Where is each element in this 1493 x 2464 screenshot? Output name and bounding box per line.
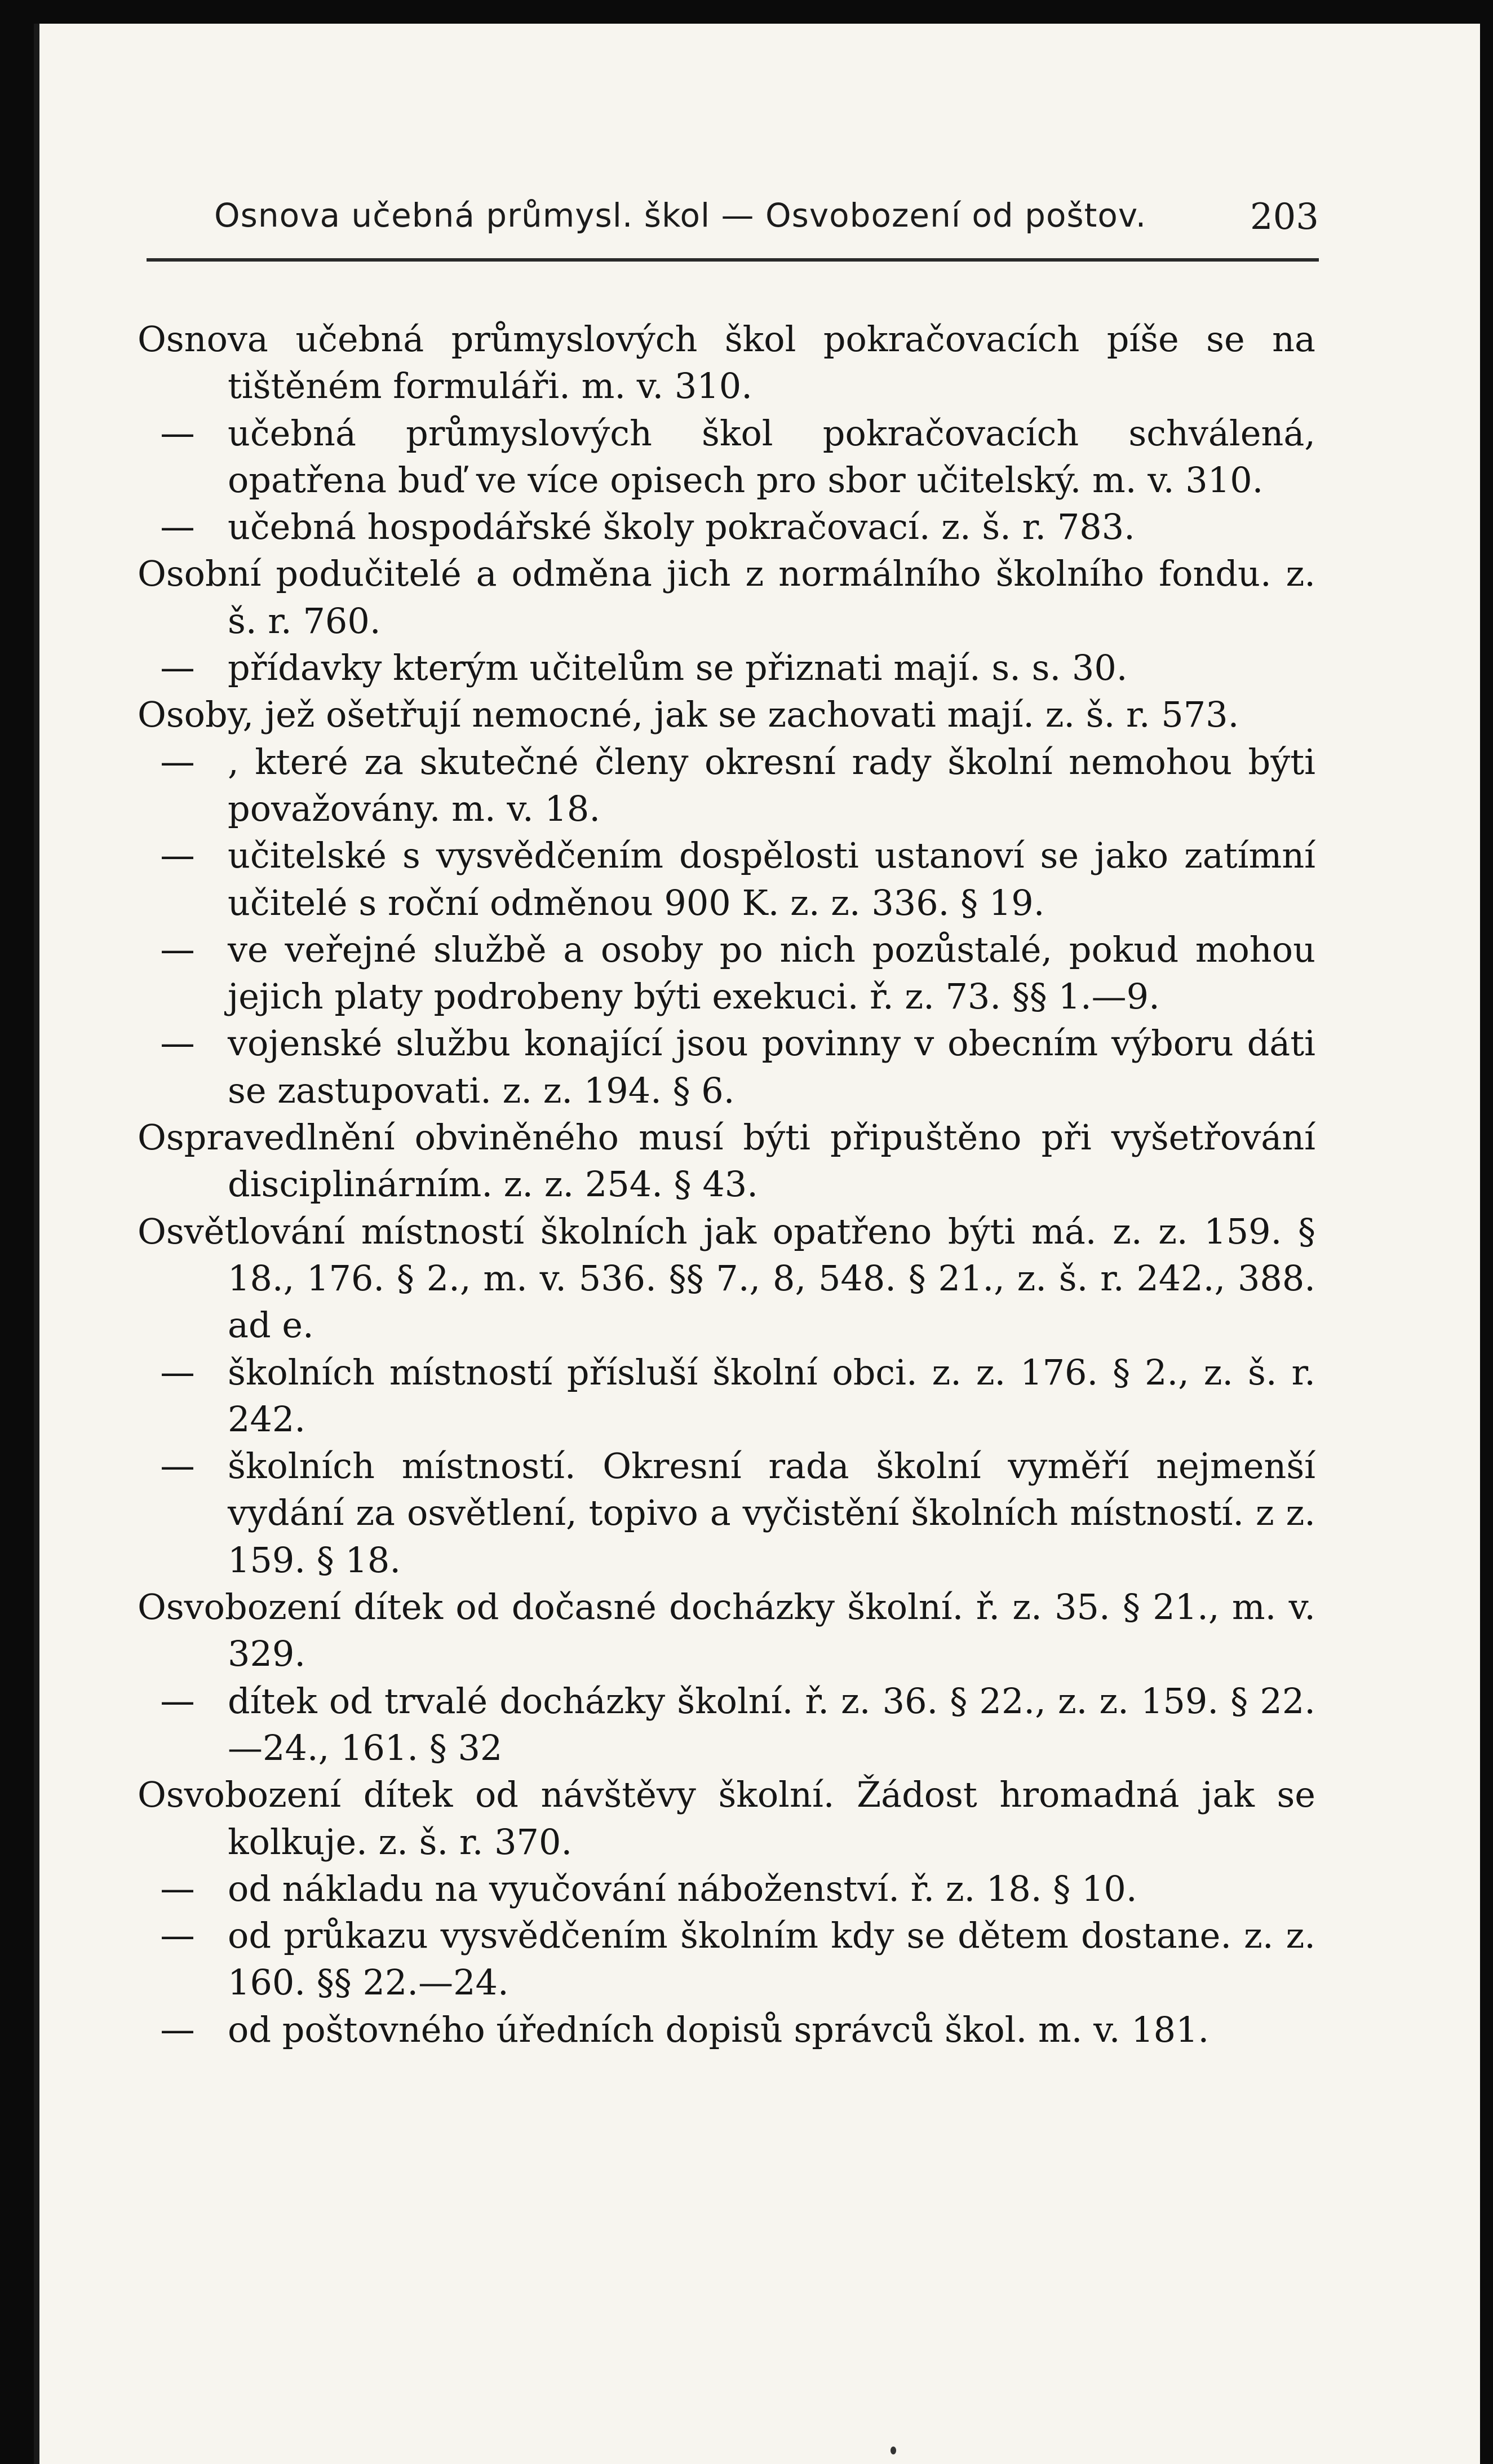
- entry-text: učebná průmyslových škol pokračovacích schválená, opatřena buď ve více opisech pro sbor učitelský. m. v. 310.: [228, 412, 1315, 501]
- page-number: 203: [1250, 196, 1319, 238]
- entry-text: přídavky kterým učitelům se přiznati mají. s. s. 30.: [228, 647, 1128, 689]
- entry-text: Osvobození dítek od dočasné docházky školní. ř. z. 35. § 21., m. v. 329.: [138, 1586, 1315, 1675]
- index-subentry: [138, 410, 1315, 504]
- entry-dash: —: [160, 1915, 195, 1957]
- index-subentry: [138, 926, 1315, 1020]
- index-subentry: [138, 1443, 1315, 1583]
- entry-dash: —: [160, 647, 195, 689]
- entry-text: Osvobození dítek od návštěvy školní. Žádost hromadná jak se kolkuje. z. š. r. 370.: [138, 1774, 1315, 1863]
- entry-text: Osoby, jež ošetřují nemocné, jak se zachovati mají. z. š. r. 573.: [138, 694, 1239, 736]
- index-subentry: [138, 1349, 1315, 1443]
- entry-text: ve veřejné službě a osoby po nich pozůstalé, pokud mohou jejich platy podrobeny býti exekuci. ř. z. 73. §§ 1.—9.: [228, 928, 1315, 1018]
- index-entry: [138, 1583, 1315, 1678]
- index-subentry: [138, 2006, 1315, 2053]
- index-subentry: [138, 738, 1315, 833]
- entry-dash: —: [160, 835, 195, 877]
- index-entry: [138, 1114, 1315, 1208]
- entry-text: Osvětlování místností školních jak opatřeno býti má. z. z. 159. § 18., 176. § 2., m. v. 536. §§ 7., 8, 548. § 21., z. š. r. 242., 388. ad e.: [138, 1210, 1315, 1346]
- entry-dash: —: [160, 2009, 195, 2050]
- entry-dash: —: [160, 928, 195, 970]
- index-subentry: [138, 1678, 1315, 1772]
- index-subentry: [138, 644, 1315, 691]
- entry-dash: —: [160, 412, 195, 454]
- entry-text: Ospravedlnění obviněného musí býti připuštěno při vyšetřování disciplinárním. z. z. 254. § 43.: [138, 1117, 1315, 1205]
- entry-dash: —: [160, 1868, 195, 1909]
- entry-text: Osobní podučitelé a odměna jich z normálního školního fondu. z. š. r. 760.: [138, 553, 1315, 642]
- entry-dash: —: [160, 1023, 195, 1064]
- entry-text: školních místností. Okresní rada školní vyměří nejmenší vydání za osvětlení, topivo a vyčistění školních místností. z z. 159. § 18.: [228, 1445, 1315, 1581]
- running-title: Osnova učebná průmysl. škol — Osvobození od poštov.: [214, 196, 1147, 235]
- index-subentry: [138, 1020, 1315, 1114]
- index-entry: [138, 691, 1315, 738]
- entry-text: učebná hospodářské školy pokračovací. z. š. r. 783.: [228, 506, 1135, 548]
- header-rule: [147, 258, 1319, 262]
- entry-text: od průkazu vysvědčením školním kdy se dětem dostane. z. z. 160. §§ 22.—24.: [228, 1915, 1315, 2003]
- index-subentry: [138, 1912, 1315, 2006]
- entry-text: od nákladu na vyučování náboženství. ř. z. 18. § 10.: [228, 1868, 1137, 1909]
- entry-dash: —: [160, 506, 195, 548]
- index-entry: [138, 316, 1315, 410]
- running-head: [214, 196, 1319, 253]
- index-subentry: [138, 503, 1315, 550]
- index-subentry: [138, 1865, 1315, 1912]
- print-speck: [891, 2447, 896, 2454]
- entry-dash: —: [160, 741, 195, 782]
- entry-text: , které za skutečné členy okresní rady školní nemohou býti považovány. m. v. 18.: [228, 741, 1315, 829]
- entry-text: školních místností přísluší školní obci. z. z. 176. § 2., z. š. r. 242.: [228, 1351, 1315, 1440]
- entry-dash: —: [160, 1445, 195, 1487]
- entry-text: vojenské službu konající jsou povinny v obecním výboru dáti se zastupovati. z. z. 194. § 6.: [228, 1023, 1315, 1111]
- entry-text: Osnova učebná průmyslových škol pokračovacích píše se na tištěném formuláři. m. v. 310.: [138, 318, 1315, 407]
- entry-text: učitelské s vysvědčením dospělosti ustanoví se jako zatímní učitelé s roční odměnou 900 K. z. z. 336. § 19.: [228, 835, 1315, 923]
- entry-dash: —: [160, 1351, 195, 1393]
- index-entry: [138, 1771, 1315, 1865]
- entry-dash: —: [160, 1680, 195, 1722]
- entry-text: dítek od trvalé docházky školní. ř. z. 36. § 22., z. z. 159. § 22.—24., 161. § 32: [228, 1680, 1315, 1768]
- index-entry: [138, 1208, 1315, 1349]
- entry-text: od poštovného úředních dopisů správců škol. m. v. 181.: [228, 2009, 1210, 2050]
- index-subentry: [138, 832, 1315, 926]
- index-entry: [138, 550, 1315, 644]
- index-entries: [138, 316, 1315, 2053]
